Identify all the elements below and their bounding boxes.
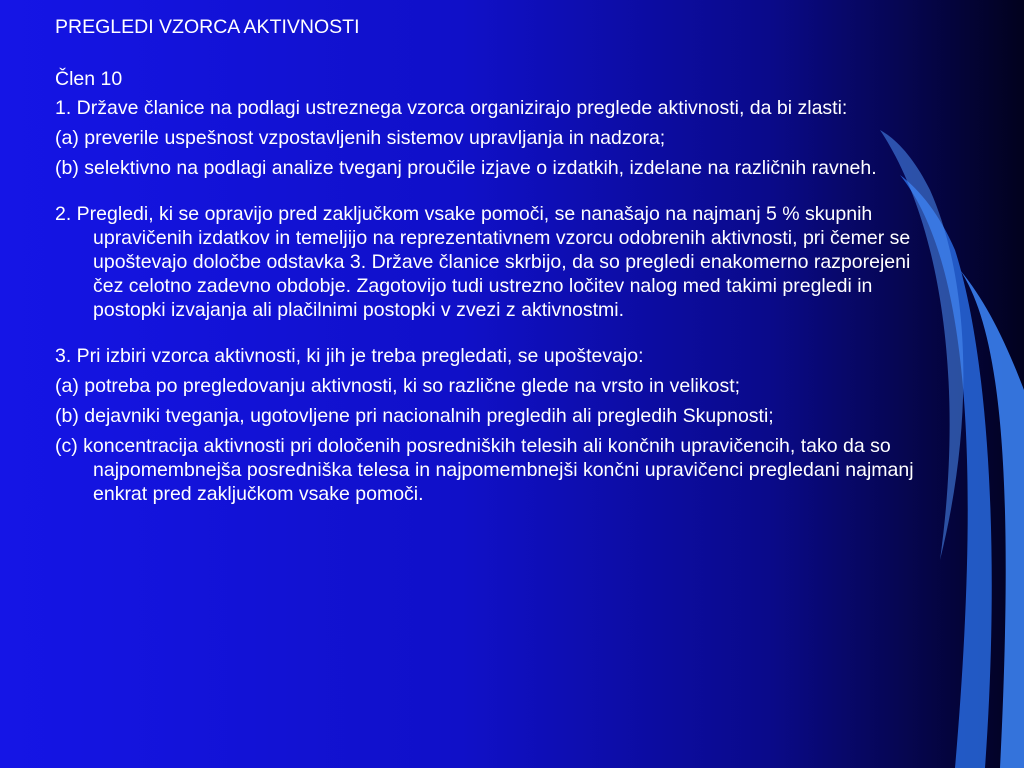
slide-title: PREGLEDI VZORCA AKTIVNOSTI: [55, 16, 360, 38]
paragraph-1a: (a) preverile uspešnost vzpostavljenih sistemov upravljanja in nadzora;: [55, 127, 666, 149]
paragraph-2: 2. Pregledi, ki se opravijo pred zaključkom vsake pomoči, se nanašajo na najmanj 5 % skupnih upravičenih izdatkov in temeljijo na reprezentativnem vzorcu odobrenih aktivnosti, pri čemer se upoštevajo določbe odstavka 3. Države članice skrbijo, da so pregledi enakomerno razporejeni čez celotno zadevno obdobje. Zagotovijo tudi ustrezno ločitev nalog med takimi pregledi in postopki izvajanja ali plačilnimi postopki v zvezi z aktivnostmi.: [55, 203, 911, 321]
paragraph-3b: (b) dejavniki tveganja, ugotovljene pri nacionalnih pregledih ali pregledih Skupnosti;: [55, 405, 774, 427]
paragraph-3: 3. Pri izbiri vzorca aktivnosti, ki jih je treba pregledati, se upoštevajo:: [55, 345, 644, 367]
paragraph-3c: (c) koncentracija aktivnosti pri določenih posredniških telesih ali končnih upravičencih, tako da so najpomembnejša posredniška telesa in najpomembnejši končni upravičenci pregledani najmanj enkrat pred zaključkom vsake pomoči.: [55, 435, 914, 505]
article-heading: Člen 10: [55, 68, 123, 90]
paragraph-3a: (a) potreba po pregledovanju aktivnosti, ki so različne glede na vrsto in velikost;: [55, 375, 741, 397]
slide-content: [55, 15, 935, 512]
paragraph-1: 1. Države članice na podlagi ustreznega vzorca organizirajo preglede aktivnosti, da bi zlasti:: [55, 97, 848, 119]
paragraph-1b: (b) selektivno na podlagi analize tveganj proučile izjave o izdatkih, izdelane na različnih ravneh.: [55, 157, 877, 179]
